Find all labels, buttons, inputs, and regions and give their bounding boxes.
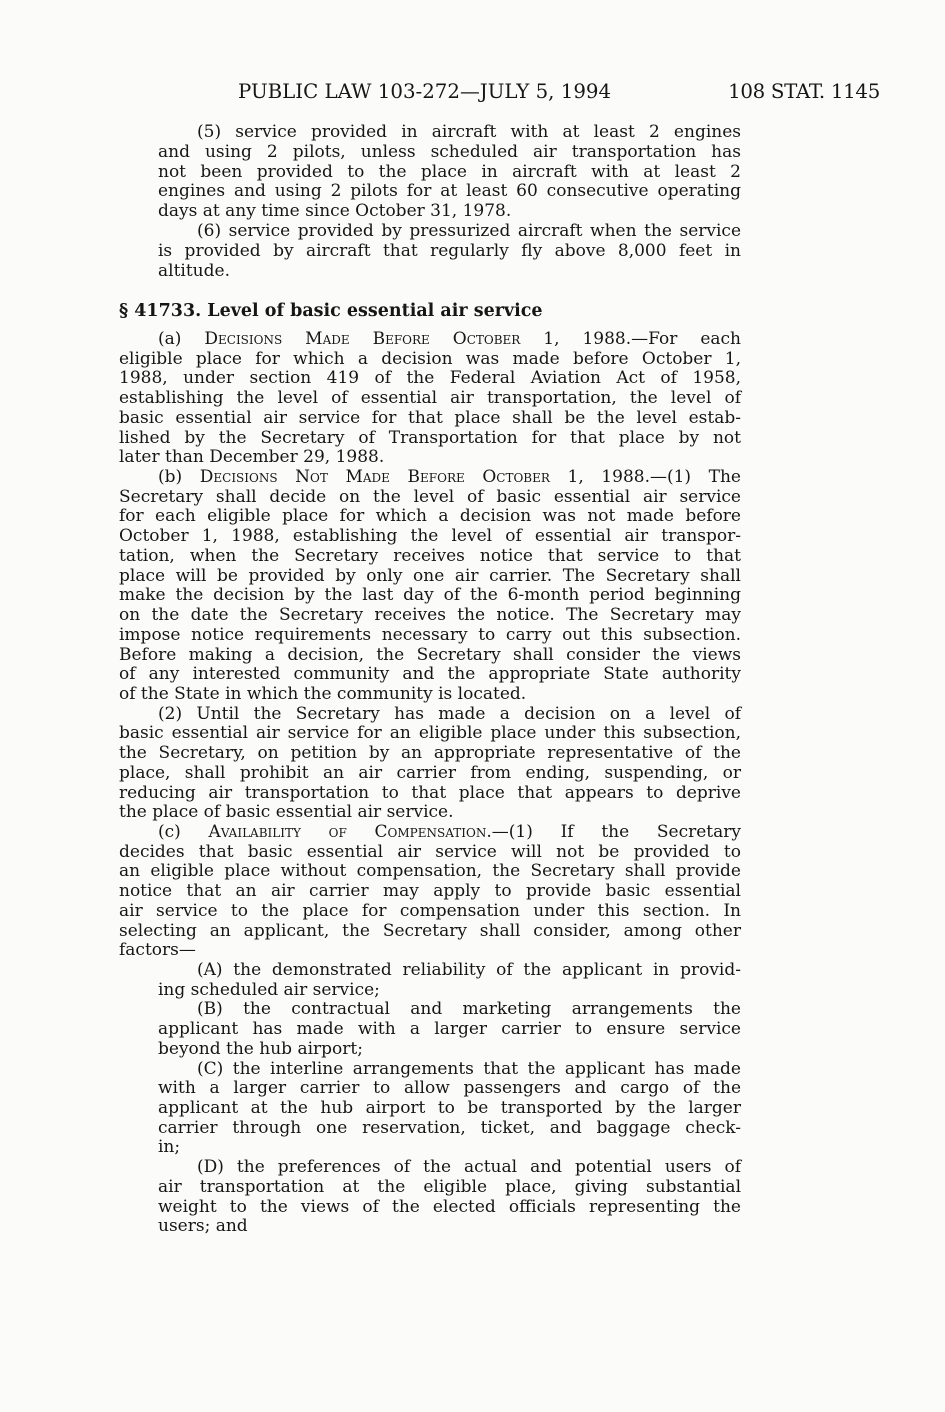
text-line: basic essential air service for an eligible place under this subsection, [119, 723, 741, 744]
text-line: (2) Until the Secretary has made a decision on a level of [158, 703, 741, 724]
text-line: establishing the level of essential air transportation, the level of [119, 388, 741, 409]
text-line: later than December 29, 1988. [119, 447, 385, 468]
text-line: (A) the demonstrated reliability of the applicant in provid- [197, 960, 741, 980]
text-line: of the State in which the community is located. [119, 683, 527, 704]
statute-page-number: 108 STAT. 1145 [728, 80, 880, 103]
subsection-lead-text: 1, 1988.—For each [520, 329, 742, 349]
list-item-d [119, 1158, 741, 1237]
text-line: of any interested community and the appropriate State authority [119, 664, 741, 685]
section-heading: § 41733. Level of basic essential air service [119, 301, 543, 321]
text-line: altitude. [158, 260, 230, 281]
subsection-a [119, 330, 741, 468]
text-line: notice that an air carrier may apply to provide basic essential [119, 881, 741, 902]
text-line: decides that basic essential air service will not be provided to [119, 841, 741, 862]
text-line: tation, when the Secretary receives notice that service to that [119, 545, 741, 566]
list-item-a [119, 961, 741, 1000]
text-line: applicant at the hub airport to be transported by the larger [158, 1098, 741, 1119]
subsection-label: (c) [158, 821, 181, 842]
text-line: weight to the views of the elected officials representing the [158, 1196, 741, 1217]
text-line: and using 2 pilots, unless scheduled air transportation has [158, 141, 741, 162]
text-line: not been provided to the place in aircraft with at least 2 [158, 161, 741, 182]
text-line: (D) the preferences of the actual and potential users of [197, 1157, 741, 1178]
text-line: carrier through one reservation, ticket, and baggage check- [158, 1117, 741, 1138]
subsection-lead-text: 1, 1988.—(1) The [549, 467, 741, 488]
subsection-lead-text: .—(1) If the Secretary [486, 821, 742, 842]
text-line: applicant has made with a larger carrier to ensure service [158, 1019, 741, 1040]
text-line: is provided by aircraft that regularly fly above 8,000 feet in [158, 240, 741, 261]
text-line: on the date the Secretary receives the notice. The Secretary may [119, 605, 741, 626]
text-line: reducing air transportation to that place that appears to deprive [119, 782, 741, 803]
text-line: beyond the hub airport; [158, 1038, 363, 1059]
text-line: (5) service provided in aircraft with at least 2 engines [197, 122, 741, 142]
text-line: lished by the Secretary of Transportation for that place by not [119, 427, 741, 448]
text-line: air transportation at the eligible place, giving substantial [158, 1176, 741, 1197]
running-header-title: PUBLIC LAW 103-272—JULY 5, 1994 [238, 80, 612, 103]
list-item-b [119, 1000, 741, 1059]
subsection-caption: Decisions Not Made Before October [199, 467, 550, 488]
text-line: (C) the interline arrangements that the applicant has made [197, 1058, 741, 1079]
text-line: for each eligible place for which a decision was not made before [119, 506, 741, 527]
text-line: 1988, under section 419 of the Federal Aviation Act of 1958, [119, 368, 741, 389]
text-line: Secretary shall decide on the level of basic essential air service [119, 486, 741, 507]
section-body [119, 330, 741, 1237]
paragraph-6 [119, 222, 741, 281]
text-line: in; [158, 1137, 181, 1158]
text-line: make the decision by the last day of the 6-month period beginning [119, 585, 741, 606]
text-line: the Secretary, on petition by an appropriate representative of the [119, 743, 741, 764]
text-line: place will be provided by only one air carrier. The Secretary shall [119, 565, 741, 586]
text-line: Before making a decision, the Secretary shall consider the views [119, 644, 741, 665]
text-line: users; and [158, 1216, 248, 1237]
text-line: impose notice requirements necessary to carry out this subsection. [119, 624, 741, 645]
text-line: place, shall prohibit an air carrier from ending, suspending, or [119, 762, 741, 783]
list-item-c [119, 1060, 741, 1159]
text-line: days at any time since October 31, 1978. [158, 201, 512, 222]
subsection-c [119, 823, 741, 1237]
subsection-lead-line [158, 330, 741, 350]
paragraph-5 [119, 123, 741, 222]
text-line: an eligible place without compensation, the Secretary shall provide [119, 861, 741, 882]
text-line: engines and using 2 pilots for at least 60 consecutive operating [158, 181, 741, 202]
text-line: with a larger carrier to allow passengers and cargo of the [158, 1078, 741, 1099]
text-line: air service to the place for compensation under this section. In [119, 900, 741, 921]
text-line: basic essential air service for that place shall be the level estab- [119, 407, 741, 428]
text-line: eligible place for which a decision was made before October 1, [119, 348, 741, 369]
text-line: (6) service provided by pressurized aircraft when the service [197, 220, 741, 241]
text-line: October 1, 1988, establishing the level of essential air transpor- [119, 526, 741, 547]
subsection-caption: Availability of Compensation [208, 821, 487, 842]
subsection-label: (b) [158, 467, 183, 488]
text-line: the place of basic essential air service. [119, 802, 454, 823]
text-line: factors— [119, 940, 196, 961]
paragraphs-5-6 [119, 123, 741, 281]
subsection-label: (a) [158, 329, 182, 349]
text-line: ing scheduled air service; [158, 979, 380, 1000]
subsection-lead-line [158, 468, 741, 488]
subsection-caption: Decisions Made Before October [204, 329, 521, 349]
subsection-lead-line [158, 823, 741, 843]
text-line: selecting an applicant, the Secretary shall consider, among other [119, 920, 741, 941]
subsection-b [119, 468, 741, 823]
text-line: (B) the contractual and marketing arrangements the [197, 999, 741, 1020]
